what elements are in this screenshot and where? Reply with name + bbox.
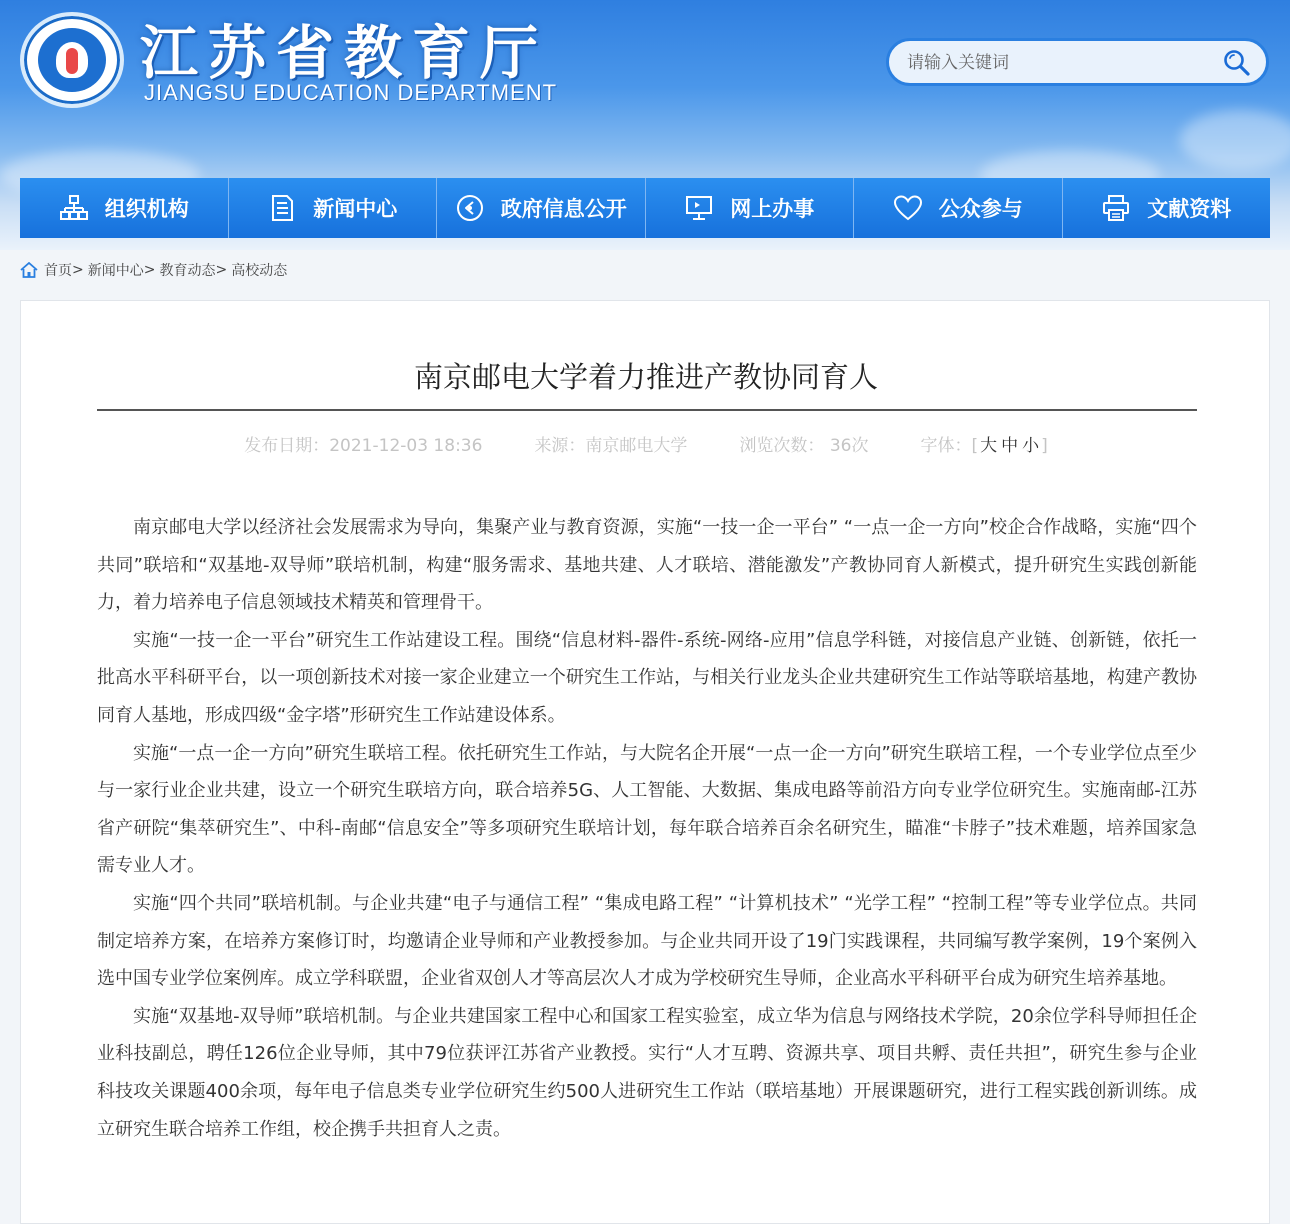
breadcrumb-home[interactable]: 首页	[44, 263, 72, 279]
breadcrumb-edu-news[interactable]: 教育动态	[159, 263, 216, 279]
search-input[interactable]	[907, 50, 1207, 76]
font-size-bracket: ]	[1041, 436, 1048, 456]
site-title[interactable]: 江苏省教育厅	[140, 19, 549, 87]
article-paragraph: 实施“一技一企一平台”研究生工作站建设工程。围绕“信息材料-器件-系统-网络-应用”信息学科链，对接信息产业链、创新链，依托一批高水平科研平台，以一项创新技术对接一家企业建立一个研究生工作站，与相关行业龙头企业共建研究生工作站等联培基地，构建产教协同育人基地，形成四级“金字塔”形研究生工作站建设体系。	[97, 629, 1197, 726]
search-icon[interactable]	[1222, 48, 1252, 78]
nav-label: 文献资料	[1147, 197, 1232, 221]
search-box	[886, 38, 1269, 86]
nav-label: 政府信息公开	[500, 197, 627, 221]
breadcrumb-separator: >	[143, 262, 156, 278]
nav-item-org[interactable]	[20, 178, 229, 238]
nav-label: 新闻中心	[313, 197, 398, 221]
org-chart-icon	[59, 193, 89, 223]
cloud-decoration	[1180, 110, 1290, 170]
play-circle-icon	[455, 193, 485, 223]
nav-item-gov-info[interactable]	[437, 178, 646, 238]
breadcrumb	[20, 258, 287, 282]
font-size-small-button[interactable]: 小	[1022, 436, 1040, 456]
heart-icon	[893, 193, 923, 223]
nav-label: 公众参与	[938, 197, 1023, 221]
breadcrumb-separator: >	[215, 262, 228, 278]
article-container	[20, 300, 1270, 1224]
breadcrumb-university-news[interactable]: 高校动态	[231, 263, 288, 279]
education-emblem-icon[interactable]	[20, 12, 124, 108]
font-size-label: 字体：[	[920, 436, 979, 456]
main-nav	[20, 178, 1270, 238]
publish-date: 发布日期：2021-12-03 18:36	[244, 436, 483, 456]
article-paragraph: 实施“一点一企一方向”研究生联培工程。依托研究生工作站，与大院名企开展“一点一企一方向”研究生联培工程，一个专业学位点至少与一家行业企业共建，设立一个研究生联培方向，联合培养5G、人工智能、大数据、集成电路等前沿方向专业学位研究生。实施南邮-江苏省产研院“集萃研究生”、中科-南邮“信息安全”等多项研究生联培计划，每年联合培养百余名研究生，瞄准“卡脖子”技术难题，培养国家急需专业人才。	[97, 742, 1197, 877]
site-subtitle: JIANGSU EDUCATION DEPARTMENT	[144, 80, 558, 105]
home-icon	[20, 262, 38, 278]
breadcrumb-news-center[interactable]: 新闻中心	[87, 263, 144, 279]
article-paragraph: 实施“双基地-双导师”联培机制。与企业共建国家工程中心和国家工程实验室，成立华为信息与网络技术学院，20余位学科导师担任企业科技副总，聘任126位企业导师，其中79位获评江苏省产业教授。实行“人才互聘、资源共享、项目共孵、责任共担”，研究生参与企业科技攻关课题400余项，每年电子信息类专业学位研究生约500人进研究生工作站（联培基地）开展课题研究，进行工程实践创新训练。成立研究生联合培养工作组，校企携手共担育人之责。	[97, 1005, 1197, 1140]
nav-item-online-service[interactable]	[646, 178, 855, 238]
nav-item-public-participation[interactable]	[854, 178, 1063, 238]
printer-icon	[1101, 193, 1131, 223]
title-divider	[97, 409, 1197, 411]
article-paragraph: 南京邮电大学以经济社会发展需求为导向，集聚产业与教育资源，实施“一技一企一平台” “一点一企一方向”校企合作战略，实施“四个共同”联培和“双基地-双导师”联培机制，构建“服务需求、基地共建、人才联培、潜能激发”产教协同育人新模式，提升研究生实践创新能力，着力培养电子信息领域技术精英和管理骨干。	[97, 517, 1197, 614]
nav-label: 网上办事	[730, 197, 815, 221]
article-source: 来源：南京邮电大学	[534, 436, 688, 456]
article-body	[97, 509, 1197, 1148]
article-meta	[21, 431, 1271, 456]
font-size-control	[920, 431, 1047, 456]
article-title: 南京邮电大学着力推进产教协同育人	[413, 360, 878, 394]
nav-item-news[interactable]	[229, 178, 438, 238]
font-size-large-button[interactable]: 大	[980, 436, 998, 456]
nav-item-documents[interactable]	[1063, 178, 1271, 238]
emblem-inner	[38, 28, 106, 92]
document-icon	[267, 193, 297, 223]
monitor-icon	[684, 193, 714, 223]
view-count: 浏览次数： 36次	[739, 436, 869, 456]
breadcrumb-separator: >	[72, 262, 84, 278]
nav-label: 组织机构	[104, 197, 189, 221]
article-paragraph: 实施“四个共同”联培机制。与企业共建“电子与通信工程” “集成电路工程” “计算机技术” “光学工程” “控制工程”等专业学位点。共同制定培养方案，在培养方案修订时，均邀请企业导师和产业教授参加。与企业共同开设了19门实践课程，共同编写教学案例，19个案例入选中国专业学位案例库。成立学科联盟，企业省双创人才等高层次人才成为学校研究生导师，企业高水平科研平台成为研究生培养基地。	[97, 892, 1197, 990]
font-size-medium-button[interactable]: 中	[1001, 436, 1019, 456]
